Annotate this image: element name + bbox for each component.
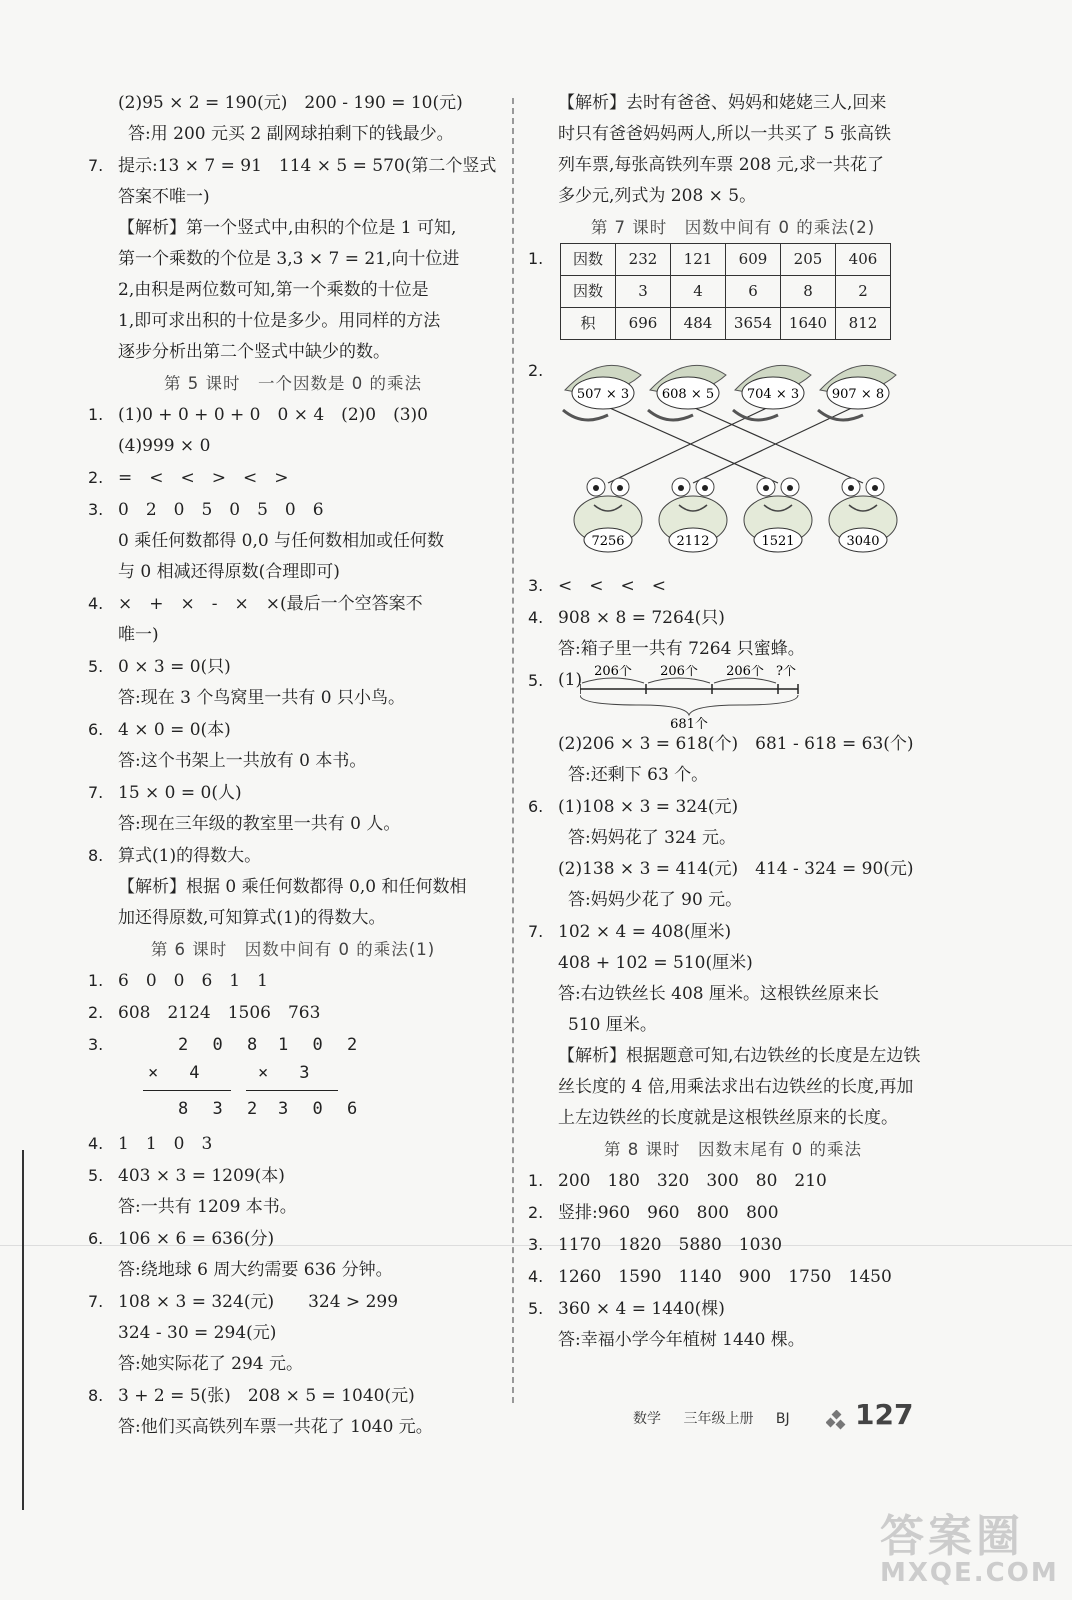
answer-text: 答案不唯一) bbox=[118, 187, 210, 207]
answer-text: 408 + 102 = 510(厘米) bbox=[558, 953, 753, 973]
answer-text: 与 0 相减还得原数(合理即可) bbox=[118, 562, 340, 582]
segment-label: 206个 bbox=[594, 665, 632, 679]
answer-text: 0 2 0 5 0 5 0 6 bbox=[118, 500, 324, 520]
answer-text: 逐步分析出第二个竖式中缺少的数。 bbox=[118, 342, 390, 362]
item-number: 2. bbox=[528, 1203, 544, 1222]
leaf-frog-matching bbox=[528, 355, 938, 570]
frog-product: 1521 bbox=[761, 534, 795, 549]
answer-text: 答:一共有 1209 本书。 bbox=[118, 1197, 297, 1217]
answer-line bbox=[88, 337, 498, 368]
answer-line bbox=[528, 1165, 938, 1197]
leaf-stem bbox=[563, 410, 608, 420]
answer-text: 提示:13 × 7 = 91 114 × 5 = 570(第二个竖式 bbox=[118, 156, 497, 176]
segment-label: 206个 bbox=[726, 665, 764, 679]
watermark bbox=[880, 1500, 1059, 1588]
answer-text: 【解析】根据题意可知,右边铁丝的长度是左边铁 bbox=[558, 1046, 921, 1066]
answer-line bbox=[88, 620, 498, 651]
answer-line bbox=[88, 526, 498, 557]
answer-text: < < < < bbox=[558, 576, 666, 596]
frog-pupil bbox=[872, 485, 878, 491]
answer-line bbox=[88, 746, 498, 777]
segment-diagram bbox=[580, 665, 840, 729]
table-cell: 1640 bbox=[781, 308, 836, 340]
table-cell: 696 bbox=[616, 308, 671, 340]
answer-line bbox=[528, 1197, 938, 1229]
frog-pupil bbox=[848, 485, 854, 491]
item-number: 2. bbox=[88, 468, 104, 487]
answer-text: 3 + 2 = 5(张) 208 × 5 = 1040(元) bbox=[118, 1386, 415, 1406]
answer-text: 竖排:960 960 800 800 bbox=[558, 1203, 779, 1223]
item-number: 6. bbox=[88, 1229, 104, 1248]
row-header-cell: 因数 bbox=[561, 244, 616, 276]
answer-line bbox=[528, 729, 938, 760]
item-number: 8. bbox=[88, 846, 104, 865]
answer-line bbox=[88, 840, 498, 872]
answer-text: 答:绕地球 6 周大约需要 636 分钟。 bbox=[118, 1260, 393, 1280]
page-number: 127 bbox=[855, 1398, 914, 1431]
answer-line bbox=[528, 854, 938, 885]
leaf-stem bbox=[733, 410, 778, 420]
item-number: 5. bbox=[88, 1166, 104, 1185]
frog-pupil bbox=[763, 485, 769, 491]
table-cell: 6 bbox=[726, 276, 781, 308]
answer-text: 2,由积是两位数可知,第一个乘数的十位是 bbox=[118, 280, 429, 300]
leaf-stem bbox=[648, 410, 693, 420]
table-cell: 121 bbox=[671, 244, 726, 276]
section-heading: 第 8 课时 因数末尾有 0 的乘法 bbox=[604, 1140, 862, 1159]
answer-line bbox=[88, 777, 498, 809]
row-header-cell: 因数 bbox=[561, 276, 616, 308]
answer-text: 1,即可求出积的十位是多少。用同样的方法 bbox=[118, 311, 441, 331]
answer-text: 答:还剩下 63 个。 bbox=[568, 765, 709, 785]
row-header-cell: 积 bbox=[561, 308, 616, 340]
answer-line bbox=[528, 634, 938, 665]
answer-line bbox=[528, 791, 938, 823]
answer-line bbox=[528, 1072, 938, 1103]
segment-label: 206个 bbox=[660, 665, 698, 679]
item-number: 2. bbox=[88, 1003, 104, 1022]
leaf-expression: 608 × 5 bbox=[661, 387, 715, 402]
table-cell: 8 bbox=[781, 276, 836, 308]
item-number: 5. bbox=[528, 671, 544, 690]
product-table bbox=[560, 243, 891, 340]
answer-text: 15 × 0 = 0(人) bbox=[118, 783, 242, 803]
answer-text: (4)999 × 0 bbox=[118, 436, 211, 456]
answer-line bbox=[528, 979, 938, 1010]
answer-line bbox=[88, 714, 498, 746]
answer-text: 108 × 3 = 324(元) 324 > 299 bbox=[118, 1292, 399, 1312]
table-cell: 4 bbox=[671, 276, 726, 308]
table-cell: 484 bbox=[671, 308, 726, 340]
answer-text: (2)206 × 3 = 618(个) 681 - 618 = 63(个) bbox=[558, 734, 914, 754]
answer-line bbox=[88, 1286, 498, 1318]
answer-line bbox=[528, 119, 938, 150]
answer-line bbox=[528, 916, 938, 948]
answer-text: 【解析】去时有爸爸、妈妈和姥姥三人,回来 bbox=[558, 93, 887, 113]
total-label: 681个 bbox=[670, 717, 708, 729]
item-number: 5. bbox=[528, 1299, 544, 1318]
answer-text: 答:用 200 元买 2 副网球拍剩下的钱最少。 bbox=[128, 124, 454, 144]
answer-line bbox=[528, 1103, 938, 1134]
answer-text: 1 1 0 3 bbox=[118, 1134, 213, 1154]
section-heading: 第 7 课时 因数中间有 0 的乘法(2) bbox=[590, 218, 876, 237]
answer-text: 答:右边铁丝长 408 厘米。这根铁丝原来长 bbox=[558, 984, 879, 1004]
answer-line bbox=[88, 213, 498, 244]
table-cell: 3 bbox=[616, 276, 671, 308]
table-cell: 232 bbox=[616, 244, 671, 276]
vert-a-top: 2 0 8 bbox=[178, 1035, 265, 1055]
answer-text: (1)108 × 3 = 324(元) bbox=[558, 797, 739, 817]
item-number: 7. bbox=[528, 922, 544, 941]
item-number: 6. bbox=[528, 797, 544, 816]
answer-text: 908 × 8 = 7264(只) bbox=[558, 608, 725, 628]
answer-text: 答:妈妈花了 324 元。 bbox=[568, 828, 736, 848]
table-cell: 609 bbox=[726, 244, 781, 276]
answer-text: (2)138 × 3 = 414(元) 414 - 324 = 90(元) bbox=[558, 859, 914, 879]
answer-text: 上左边铁丝的长度就是这根铁丝原来的长度。 bbox=[558, 1108, 898, 1128]
vert-b-top: 1 0 2 bbox=[278, 1035, 365, 1055]
answer-line bbox=[88, 150, 498, 182]
answer-line bbox=[88, 306, 498, 337]
answer-text: 102 × 4 = 408(厘米) bbox=[558, 922, 732, 942]
answer-text: 510 厘米。 bbox=[568, 1015, 657, 1035]
answer-text: 200 180 320 300 80 210 bbox=[558, 1171, 827, 1191]
answer-line bbox=[88, 182, 498, 213]
frog-pupil bbox=[593, 485, 599, 491]
item-number: 3. bbox=[88, 1035, 104, 1054]
answer-line bbox=[88, 997, 498, 1029]
frog-pupil bbox=[678, 485, 684, 491]
answer-line bbox=[88, 1128, 498, 1160]
vertical-multiplication bbox=[118, 1030, 498, 1128]
answer-line bbox=[528, 1229, 938, 1261]
answer-text: 403 × 3 = 1209(本) bbox=[118, 1166, 285, 1186]
footer-subject: 数学 bbox=[633, 1411, 661, 1427]
matching-diagram bbox=[558, 355, 938, 570]
answer-text: 时只有爸爸妈妈两人,所以一共买了 5 张高铁 bbox=[558, 124, 892, 144]
answer-line bbox=[528, 1261, 938, 1293]
answer-line bbox=[88, 1160, 498, 1192]
item-number: 4. bbox=[88, 1134, 104, 1153]
item-number: 5. bbox=[88, 657, 104, 676]
line-segment-block bbox=[528, 665, 938, 729]
answer-text: 1260 1590 1140 900 1750 1450 bbox=[558, 1267, 892, 1287]
item-number: 3. bbox=[528, 1235, 544, 1254]
answer-line bbox=[528, 181, 938, 212]
answer-line bbox=[88, 557, 498, 588]
leaf-stem bbox=[818, 410, 863, 420]
item-number: 6. bbox=[88, 720, 104, 739]
section-heading: 第 6 课时 因数中间有 0 的乘法(1) bbox=[150, 940, 436, 959]
answer-text: 答:她实际花了 294 元。 bbox=[118, 1354, 303, 1374]
table-row bbox=[561, 244, 891, 276]
answer-line bbox=[528, 1010, 938, 1041]
answer-text: 324 - 30 = 294(元) bbox=[118, 1323, 277, 1343]
answer-text: 106 × 6 = 636(分) bbox=[118, 1229, 275, 1249]
answer-line bbox=[88, 119, 498, 150]
item-number: 7. bbox=[88, 783, 104, 802]
section-heading: 第 5 课时 一个因数是 0 的乘法 bbox=[164, 374, 422, 393]
answer-line bbox=[528, 948, 938, 979]
table-cell: 406 bbox=[836, 244, 891, 276]
answer-line bbox=[528, 1293, 938, 1325]
total-brace bbox=[580, 695, 798, 715]
answer-line bbox=[528, 823, 938, 854]
frog-product: 2112 bbox=[676, 534, 710, 549]
item-number: 1. bbox=[528, 249, 544, 268]
answer-line bbox=[88, 1380, 498, 1412]
footer-grade: 三年级上册 bbox=[683, 1411, 754, 1427]
answer-text: 第一个乘数的个位是 3,3 × 7 = 21,向十位进 bbox=[118, 249, 460, 269]
answer-line bbox=[88, 872, 498, 903]
answer-text: 加还得原数,可知算式(1)的得数大。 bbox=[118, 908, 386, 928]
answer-text: 1170 1820 5880 1030 bbox=[558, 1235, 783, 1255]
vert-a-mid: × 4 bbox=[148, 1063, 207, 1083]
table-cell: 205 bbox=[781, 244, 836, 276]
item-number: 2. bbox=[528, 361, 544, 380]
item-number: 1. bbox=[88, 405, 104, 424]
answer-line bbox=[88, 965, 498, 997]
answer-line bbox=[88, 494, 498, 526]
answer-text: 答:妈妈少花了 90 元。 bbox=[568, 890, 743, 910]
item-number: 7. bbox=[88, 1292, 104, 1311]
item-number: 7. bbox=[88, 156, 104, 175]
answer-line bbox=[88, 1412, 498, 1443]
answer-line bbox=[528, 570, 938, 602]
answer-line bbox=[528, 885, 938, 916]
frog-pupil bbox=[787, 485, 793, 491]
answer-text: (2)95 × 2 = 190(元) 200 - 190 = 10(元) bbox=[118, 93, 463, 113]
item-number: 4. bbox=[528, 1267, 544, 1286]
left-column bbox=[88, 88, 498, 1443]
table-cell: 3654 bbox=[726, 308, 781, 340]
table-row bbox=[561, 308, 891, 340]
leaf-expression: 907 × 8 bbox=[831, 387, 885, 402]
item-number: 4. bbox=[88, 594, 104, 613]
answer-line bbox=[88, 1255, 498, 1286]
footer-edition: BJ bbox=[775, 1411, 790, 1427]
answer-text: 列车票,每张高铁列车票 208 元,求一共花了 bbox=[558, 155, 885, 175]
vert-b-bar bbox=[246, 1090, 338, 1091]
answer-text: 丝长度的 4 倍,用乘法求出右边铁丝的长度,再加 bbox=[558, 1077, 914, 1097]
answer-text: 0 × 3 = 0(只) bbox=[118, 657, 231, 677]
item-number: 3. bbox=[88, 500, 104, 519]
diamond-icon bbox=[826, 1410, 848, 1432]
answer-text: 6 0 0 6 1 1 bbox=[118, 971, 268, 991]
answer-line bbox=[88, 809, 498, 840]
item-number: 4. bbox=[528, 608, 544, 627]
vert-b-mid: × 3 bbox=[258, 1063, 317, 1083]
table-row bbox=[561, 276, 891, 308]
answer-text: 【解析】根据 0 乘任何数都得 0,0 和任何数相 bbox=[118, 877, 467, 897]
answer-line bbox=[88, 903, 498, 934]
answer-line bbox=[88, 431, 498, 462]
answer-text: 答:幸福小学今年植树 1440 棵。 bbox=[558, 1330, 805, 1350]
answer-line bbox=[88, 651, 498, 683]
answer-line bbox=[88, 399, 498, 431]
answer-text: 答:这个书架上一共放有 0 本书。 bbox=[118, 751, 367, 771]
answer-text: 答:他们买高铁列车票一共花了 1040 元。 bbox=[118, 1417, 433, 1437]
answer-line bbox=[528, 150, 938, 181]
item-number: 1. bbox=[88, 971, 104, 990]
answer-line bbox=[528, 1325, 938, 1356]
answer-text: (1)0 + 0 + 0 + 0 0 × 4 (2)0 (3)0 bbox=[118, 405, 428, 425]
answer-text: = < < > < > bbox=[118, 468, 289, 488]
answer-text: 4 × 0 = 0(本) bbox=[118, 720, 231, 740]
item-number: 3. bbox=[528, 576, 544, 595]
vert-b-result: 3 0 6 bbox=[278, 1099, 365, 1119]
answer-text: 【解析】第一个竖式中,由积的个位是 1 可知, bbox=[118, 218, 457, 238]
answer-line bbox=[88, 683, 498, 714]
answer-line bbox=[528, 1041, 938, 1072]
answer-text: 360 × 4 = 1440(棵) bbox=[558, 1299, 725, 1319]
answer-line bbox=[88, 88, 498, 119]
answer-text: 0 乘任何数都得 0,0 与任何数相加或任何数 bbox=[118, 531, 445, 551]
footer bbox=[633, 1408, 808, 1428]
column-divider bbox=[512, 98, 514, 1403]
answer-line bbox=[88, 244, 498, 275]
answer-text: × + × - × ×(最后一个空答案不 bbox=[118, 594, 423, 614]
table-cell: 2 bbox=[836, 276, 891, 308]
frog-pupil bbox=[702, 485, 708, 491]
frog-pupil bbox=[617, 485, 623, 491]
product-table-block bbox=[528, 243, 938, 355]
part-label: (1) bbox=[558, 670, 583, 690]
watermark-line1: 答案圈 bbox=[880, 1511, 1024, 1562]
answer-text: 多少元,列式为 208 × 5。 bbox=[558, 186, 757, 206]
vert-a-result: 8 3 2 bbox=[178, 1099, 265, 1119]
frog-product: 3040 bbox=[846, 534, 880, 549]
answer-text: 唯一) bbox=[118, 625, 159, 645]
answer-text: 答:箱子里一共有 7264 只蜜蜂。 bbox=[558, 639, 805, 659]
binding-edge bbox=[22, 1150, 24, 1510]
item-number: 8. bbox=[88, 1386, 104, 1405]
answer-line bbox=[528, 602, 938, 634]
answer-line bbox=[88, 588, 498, 620]
answer-text: 608 2124 1506 763 bbox=[118, 1003, 321, 1023]
answer-line bbox=[88, 1318, 498, 1349]
answer-text: 答:现在 3 个鸟窝里一共有 0 只小鸟。 bbox=[118, 688, 405, 708]
answer-line bbox=[88, 1349, 498, 1380]
vert-a-bar bbox=[143, 1090, 231, 1091]
answer-line bbox=[88, 1192, 498, 1223]
right-column bbox=[528, 88, 938, 1356]
answer-line bbox=[528, 760, 938, 791]
remainder-label: ?个 bbox=[776, 665, 796, 679]
answer-line bbox=[88, 1223, 498, 1255]
frog-product: 7256 bbox=[591, 534, 625, 549]
answer-line bbox=[528, 88, 938, 119]
answer-text: 算式(1)的得数大。 bbox=[118, 846, 262, 866]
answer-text: 答:现在三年级的教室里一共有 0 人。 bbox=[118, 814, 401, 834]
watermark-line2: MXQE.COM bbox=[880, 1558, 1059, 1588]
answer-line bbox=[88, 275, 498, 306]
table-cell: 812 bbox=[836, 308, 891, 340]
leaf-expression: 704 × 3 bbox=[746, 387, 800, 402]
answer-line bbox=[88, 462, 498, 494]
leaf-expression: 507 × 3 bbox=[576, 387, 630, 402]
item-number: 1. bbox=[528, 1171, 544, 1190]
